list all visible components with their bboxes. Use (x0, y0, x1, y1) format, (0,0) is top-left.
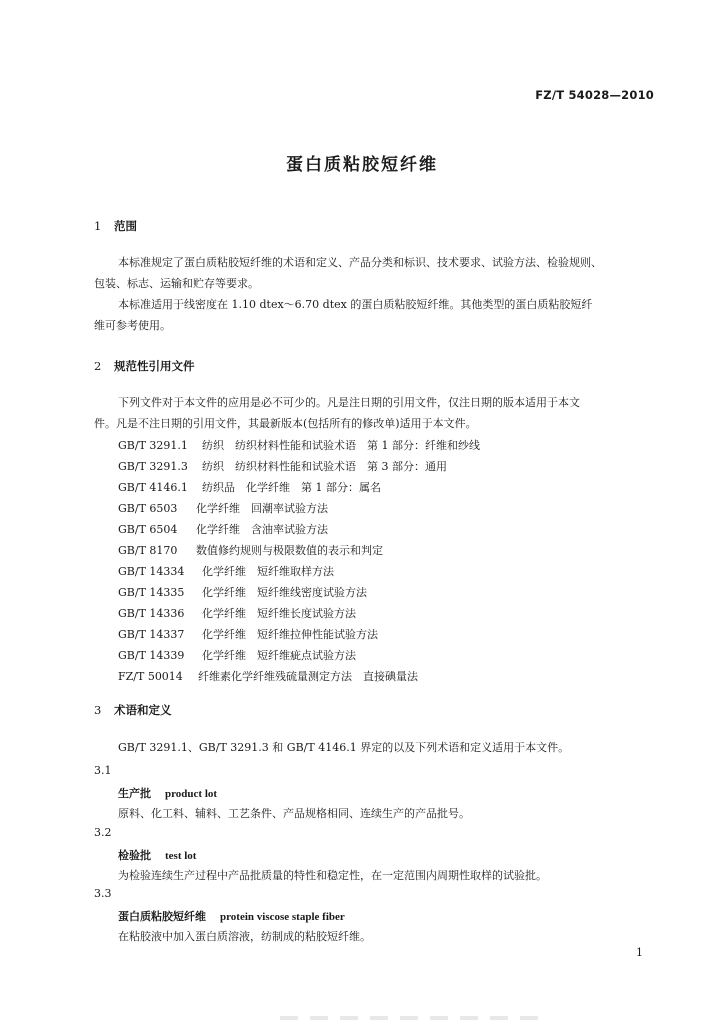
reference-title: 纺织 纺织材料性能和试验术语 第 1 部分：纤维和纱线 (202, 439, 480, 452)
reference-code: GB/T 14336 (118, 607, 185, 620)
reference-code: FZ/T 50014 (118, 670, 183, 683)
reference-title: 纺织品 化学纤维 第 1 部分：属名 (202, 481, 381, 494)
reference-item (118, 479, 381, 495)
term-definition: 在粘胶液中加入蛋白质溶液，纺制成的粘胶短纤维。 (118, 930, 371, 943)
reference-code: GB/T 14337 (118, 628, 185, 641)
reference-item (118, 626, 378, 642)
reference-item (118, 647, 356, 663)
reference-code: GB/T 14335 (118, 586, 185, 599)
term-en: protein viscose staple fiber (220, 911, 345, 923)
standard-number: FZ/T 54028—2010 (535, 88, 654, 102)
reference-item (118, 668, 418, 684)
term-zh: 蛋白质粘胶短纤维 (118, 910, 206, 923)
page-number: 1 (636, 946, 643, 959)
paragraph-line: 维可参考使用。 (94, 319, 171, 332)
reference-title: 数值修约规则与极限数值的表示和判定 (196, 544, 383, 557)
paragraph-line: 本标准适用于线密度在 1.10 dtex～6.70 dtex 的蛋白质粘胶短纤维。其他类型的蛋白质粘胶短纤 (118, 298, 593, 311)
section-title: 规范性引用文件 (114, 359, 195, 373)
section-number: 3 (94, 703, 102, 717)
reference-item (118, 521, 328, 537)
reference-title: 化学纤维 回潮率试验方法 (196, 502, 328, 515)
section-number: 1 (94, 219, 102, 233)
term-zh: 检验批 (118, 849, 151, 862)
paragraph-line: GB/T 3291.1、GB/T 3291.3 和 GB/T 4146.1 界定的以及下列术语和定义适用于本文件。 (118, 741, 570, 754)
reference-title: 化学纤维 短纤维拉伸性能试验方法 (202, 628, 378, 641)
reference-item (118, 500, 328, 516)
clause-number: 3.1 (94, 764, 112, 777)
reference-title: 化学纤维 短纤维疵点试验方法 (202, 649, 356, 662)
section-title: 范围 (114, 219, 137, 233)
reference-item (118, 437, 480, 453)
reference-title: 化学纤维 含油率试验方法 (196, 523, 328, 536)
reference-code: GB/T 14339 (118, 649, 185, 662)
term-en: product lot (165, 788, 218, 800)
reference-title: 纺织 纺织材料性能和试验术语 第 3 部分：通用 (202, 460, 447, 473)
term-en: test lot (165, 850, 197, 862)
reference-title: 纤维素化学纤维残硫量测定方法 直接碘量法 (198, 670, 418, 683)
reference-code: GB/T 6503 (118, 502, 178, 515)
reference-code: GB/T 3291.1 (118, 439, 188, 452)
reference-code: GB/T 3291.3 (118, 460, 188, 473)
clause-number: 3.2 (94, 826, 112, 839)
section-1-heading (94, 218, 137, 234)
section-2-heading (94, 358, 195, 374)
term-definition: 原料、化工料、辅料、工艺条件、产品规格相同、连续生产的产品批号。 (118, 807, 470, 820)
term-heading (118, 908, 345, 924)
section-title: 术语和定义 (114, 703, 172, 717)
reference-title: 化学纤维 短纤维取样方法 (202, 565, 334, 578)
paragraph-line: 件。凡是不注日期的引用文件，其最新版本(包括所有的修改单)适用于本文件。 (94, 417, 477, 430)
reference-title: 化学纤维 短纤维线密度试验方法 (202, 586, 367, 599)
reference-title: 化学纤维 短纤维长度试验方法 (202, 607, 356, 620)
section-3-heading (94, 702, 172, 718)
reference-code: GB/T 14334 (118, 565, 185, 578)
reference-code: GB/T 4146.1 (118, 481, 188, 494)
reference-item (118, 542, 383, 558)
paragraph-line: 包装、标志、运输和贮存等要求。 (94, 277, 259, 290)
clause-number: 3.3 (94, 887, 112, 900)
reference-item (118, 563, 334, 579)
reference-item (118, 605, 356, 621)
reference-item (118, 584, 367, 600)
reference-code: GB/T 8170 (118, 544, 178, 557)
term-definition: 为检验连续生产过程中产品批质量的特性和稳定性，在一定范围内周期性取样的试验批。 (118, 869, 547, 882)
term-heading (118, 785, 217, 801)
paragraph-line: 下列文件对于本文件的应用是必不可少的。凡是注日期的引用文件，仅注日期的版本适用于本文 (118, 396, 580, 409)
paragraph-line: 本标准规定了蛋白质粘胶短纤维的术语和定义、产品分类和标识、技术要求、试验方法、检验规则、 (118, 256, 602, 269)
document-title: 蛋白质粘胶短纤维 (286, 155, 438, 175)
reference-code: GB/T 6504 (118, 523, 178, 536)
section-number: 2 (94, 359, 102, 373)
scan-artifact (280, 1016, 550, 1020)
reference-item (118, 458, 447, 474)
term-zh: 生产批 (118, 787, 151, 800)
term-heading (118, 847, 196, 863)
